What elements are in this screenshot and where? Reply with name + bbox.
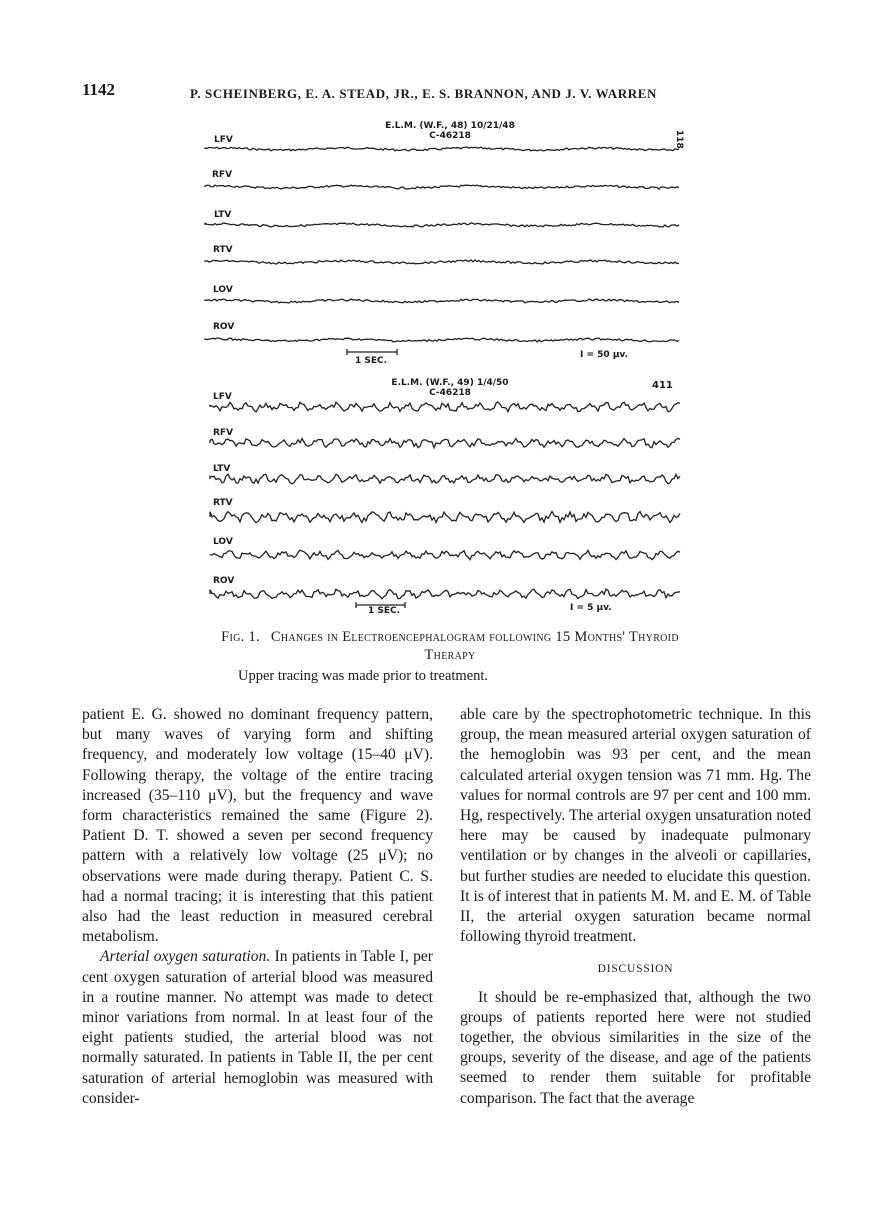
paragraph: It should be re-emphasized that, although the two groups of patients reported here were not studied together, the obvious similarities in the size of the groups, severity of the disease, and age of the patients seemed to render them suitable for profitable comparison. The fact that the average [460,988,811,1107]
upper-channel-label: ROV [213,322,235,332]
lower-header-line2: C-46218 [429,388,471,398]
section-heading-discussion: DISCUSSION [597,963,674,976]
paragraph: able care by the spectrophotometric technique. In this group, the mean measured arterial oxygen saturation of the hemoglobin was 93 per cent, and the mean calculated arterial oxygen tension was 71 mm. Hg. The values for normal controls are 97 per cent and 100 mm. Hg, respectively. The arterial oxygen unsaturation noted here may be caused by inadequate pulmonary ventilation or by changes in the alveoli or capillaries, but further studies are needed to elucidate this question. It is of interest that in patients M. M. and E. M. of Table II, the arterial oxygen saturation became normal following thyroid treatment. [460,706,811,946]
paragraph [82,947,433,1109]
upper-channel-label: LTV [214,210,232,220]
lower-channel-label: LFV [213,392,232,402]
lower-time-scale-label: 1 SEC. [368,606,401,616]
caption-label: Fig. 1. [221,629,260,645]
upper-header-line2: C-46218 [429,131,471,141]
right-column [460,705,811,1109]
upper-channel-label: RFV [212,170,233,180]
figure-caption [200,628,700,664]
lower-channel-label: RFV [213,428,234,438]
upper-channel-label: RTV [213,245,233,255]
upper-side-number: 118 [674,130,684,149]
upper-header-line1: E.L.M. (W.F., 48) 10/21/48 [385,121,515,131]
upper-time-scale-label: 1 SEC. [355,356,388,366]
upper-amplitude-scale-label: I = 50 μv. [580,350,628,360]
lower-side-number: 411 [652,380,673,391]
paragraph: patient E. G. showed no dominant frequency pattern, but many waves of varying form and shifting frequency, and moderately low voltage (15–40 μV). Following therapy, the voltage of the entire tracing increased (35–110 μV), but the frequency and wave form characteristics remained the same (Figure 2). Patient D. T. showed a seven per second frequency pattern with a relatively low voltage (25 μV); no observations were made during therapy. Patient C. S. had a normal tracing; it is interesting that this patient also had the least reduction in measured cerebral metabolism. [82,706,433,946]
lower-channel-label: RTV [213,498,233,508]
paragraph-text: In patients in Table I, per cent oxygen saturation of arterial blood was measured in a routine manner. No attempt was made to detect minor variations from normal. In at least four of the eight patients studied, the arterial blood was not normally saturated. In patients in Table II, the per cent saturation of arterial hemoglobin was measured with consider- [82,948,433,1107]
upper-channel-label: LFV [214,135,233,145]
lower-channel-label: ROV [213,576,235,586]
lower-channel-label: LOV [213,537,233,547]
lower-header-line1: E.L.M. (W.F., 49) 1/4/50 [391,378,509,388]
left-column [82,705,433,1109]
upper-channel-label: LOV [213,285,233,295]
run-in-heading: Arterial oxygen saturation. [100,948,271,966]
lower-channel-label: LTV [213,464,231,474]
lower-amplitude-scale-label: I = 5 μv. [570,603,612,613]
page-number: 1142 [82,80,116,99]
caption-title: Changes in Electroencephalogram following 15 Months' Thyroid Therapy [270,629,679,663]
caption-note: Upper tracing was made prior to treatment. [238,668,489,684]
running-head-authors: P. SCHEINBERG, E. A. STEAD, JR., E. S. BRANNON, AND J. V. WARREN [190,86,658,101]
